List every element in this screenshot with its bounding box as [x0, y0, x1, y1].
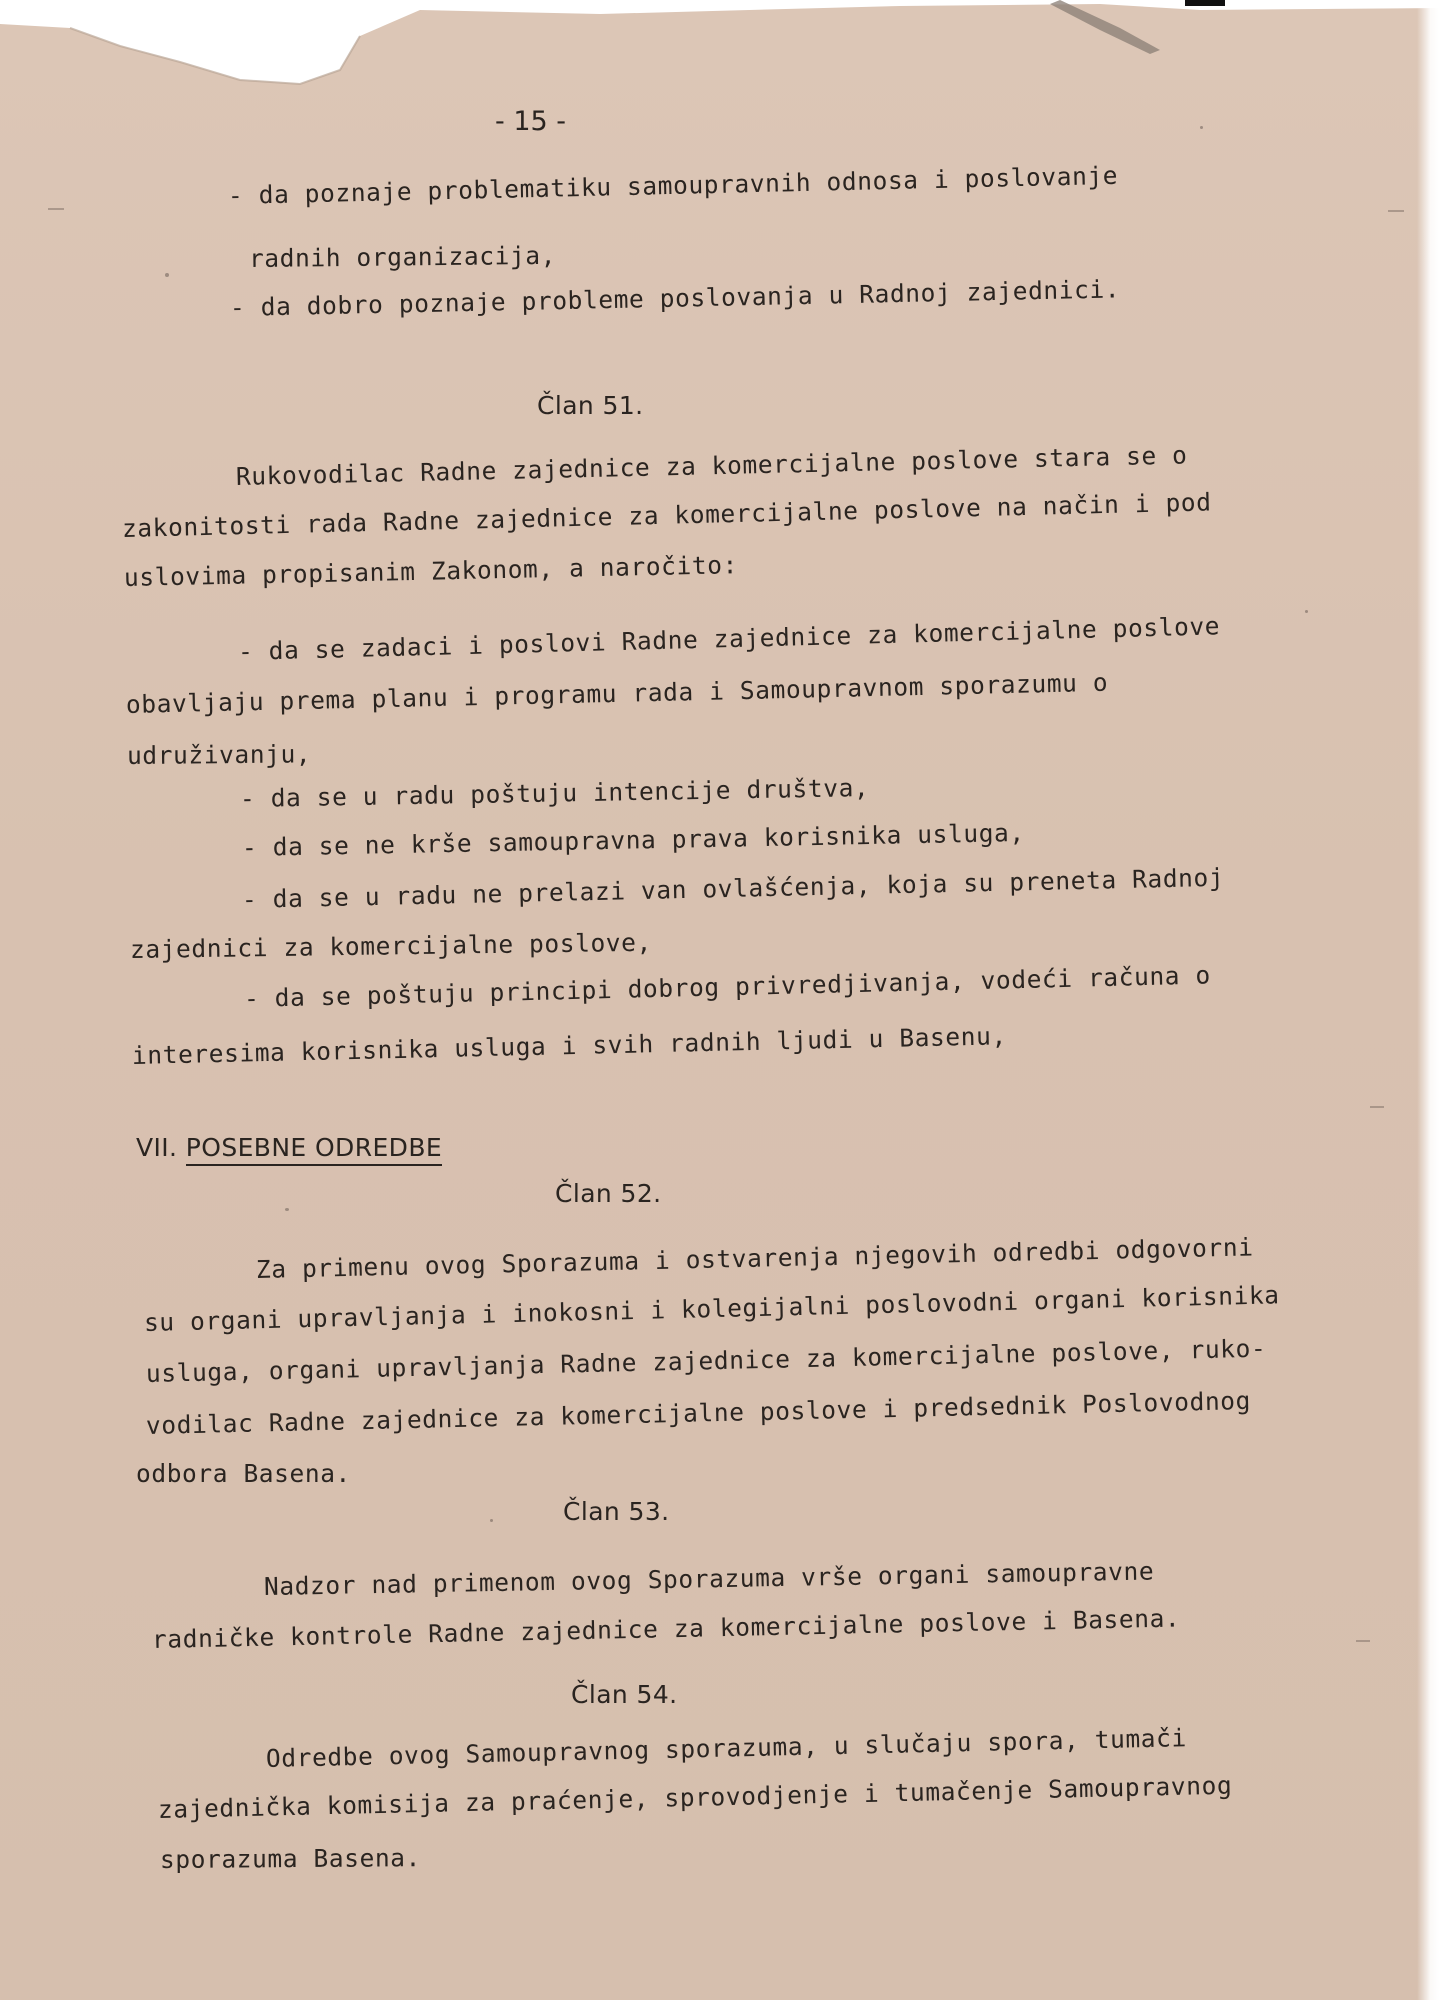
heading-clan-54: Član 54. [571, 1680, 678, 1709]
text-line: radničke kontrole Radne zajednice za komercijalne poslove i Basena. [151, 1603, 1181, 1654]
text-line: vodilac Radne zajednice za komercijalne poslove i predsednik Poslovodnog [145, 1385, 1252, 1440]
text-line: - da dobro poznaje probleme poslovanja u Radnoj zajednici. [229, 274, 1121, 322]
scan-speck [1305, 610, 1308, 613]
text-line: udruživanju, [126, 739, 312, 770]
section-title [136, 1133, 442, 1162]
text-line: - da se u radu ne prelazi van ovlašćenja, koja su preneta Radnoj [241, 862, 1225, 914]
scan-speck [490, 1519, 493, 1522]
text-line: uslovima propisanim Zakonom, a naročito: [123, 550, 739, 592]
text-line: interesima korisnika usluga i svih radnih ljudi u Basenu, [131, 1021, 1008, 1070]
scan-mark [1370, 1106, 1384, 1108]
text-line: zajednici za komercijalne poslove, [129, 927, 653, 964]
scan-speck [1200, 126, 1203, 129]
text-line: usluga, organi upravljanja Radne zajednice za komercijalne poslove, ruko- [145, 1333, 1267, 1388]
heading-clan-51: Član 51. [537, 391, 644, 420]
text-line: radnih organizacija, [248, 240, 557, 273]
text-line: Nadzor nad primenom ovog Sporazuma vrše organi samoupravne [263, 1556, 1155, 1601]
text-line: sporazuma Basena. [159, 1843, 422, 1874]
section-number: VII. [136, 1133, 178, 1162]
torn-top-edge [0, 0, 1439, 90]
text-line: Za primenu ovog Sporazuma i ostvarenja njegovih odredbi odgovorni [255, 1232, 1254, 1284]
text-line: zajednička komisija za praćenje, sprovodjenje i tumačenje Samoupravnog [157, 1770, 1233, 1824]
text-line: obavljaju prema planu i programu rada i Samoupravnom sporazumu o [125, 667, 1109, 719]
text-line: Odredbe ovog Samoupravnog sporazuma, u slučaju spora, tumači [265, 1723, 1188, 1773]
text-line: - da poznaje problematiku samoupravnih odnosa i poslovanje [227, 160, 1119, 210]
text-line: odbora Basena. [136, 1459, 351, 1488]
scan-mark [1356, 1640, 1370, 1642]
text-line: - da se zadaci i poslovi Radne zajednice za komercijalne poslove [237, 611, 1221, 666]
text-line: - da se u radu poštuju intencije društva, [239, 773, 870, 813]
text-line: - da se poštuju principi dobrog privredjivanja, vodeći računa o [243, 960, 1212, 1013]
heading-clan-53: Član 53. [563, 1497, 670, 1526]
text-line: zakonitosti rada Radne zajednice za komercijalne poslove na način i pod [121, 487, 1212, 543]
scan-mark [1388, 210, 1404, 212]
text-line: su organi upravljanja i inokosni i kolegijalni poslovodni organi korisnika [143, 1280, 1280, 1337]
scan-speck [285, 1208, 289, 1211]
heading-clan-52: Član 52. [555, 1179, 662, 1208]
scan-speck [165, 273, 169, 277]
section-title-text: POSEBNE ODREDBE [186, 1133, 442, 1166]
text-line: - da se ne krše samoupravna prava korisnika usluga, [241, 817, 1025, 862]
scan-mark [48, 208, 64, 210]
text-line: Rukovodilac Radne zajednice za komercijalne poslove stara se o [235, 440, 1188, 491]
page-number: - 15 - [495, 106, 567, 137]
page-right-edge [1417, 0, 1439, 2000]
